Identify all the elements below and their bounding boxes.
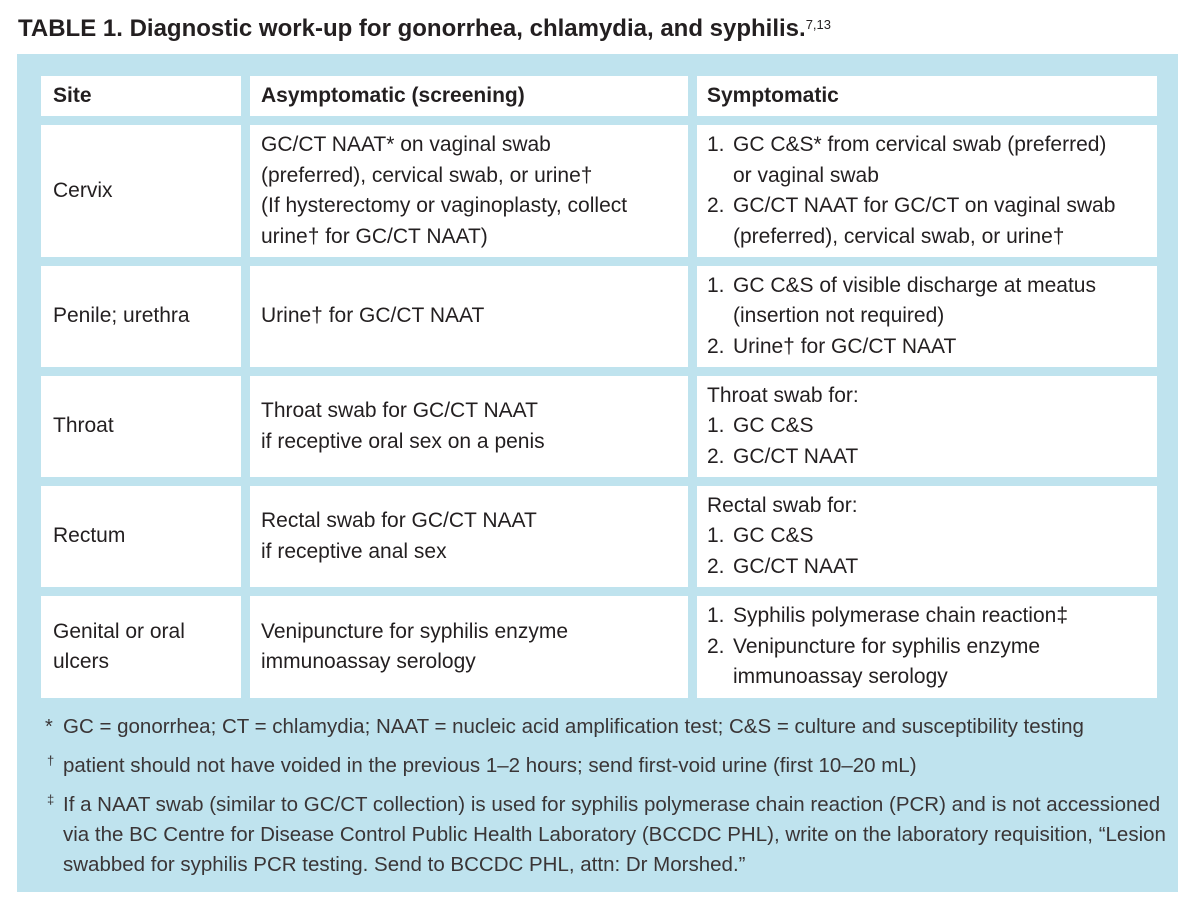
text-line: GC C&S* from cervical swab (preferred) bbox=[733, 133, 1107, 156]
text-line: GC/CT NAAT bbox=[733, 444, 859, 468]
table-row-ulcers-symptomatic bbox=[697, 596, 1157, 698]
step-number: 2. bbox=[707, 554, 725, 578]
text-line: Syphilis polymerase chain reaction‡ bbox=[733, 604, 1069, 628]
list-item bbox=[707, 442, 1157, 473]
list-item bbox=[707, 130, 1157, 191]
steps-list bbox=[707, 411, 1157, 472]
step-number: 2. bbox=[707, 334, 725, 358]
header-site-label: Site bbox=[53, 83, 92, 107]
footnote-mark: * bbox=[45, 716, 53, 738]
site-label: Rectum bbox=[53, 524, 126, 548]
footnote-text: patient should not have voided in the previous 1–2 hours; send first-void urine (first 10–20 mL) bbox=[63, 754, 917, 777]
list-item bbox=[707, 632, 1157, 693]
text-line: Rectal swab for GC/CT NAAT bbox=[261, 509, 537, 532]
text-line: Throat swab for GC/CT NAAT bbox=[261, 399, 538, 422]
table-label: TABLE 1. bbox=[18, 15, 123, 42]
text-line: Urine† for GC/CT NAAT bbox=[733, 334, 957, 358]
step-number: 1. bbox=[707, 273, 725, 297]
text-line: GC C&S of visible discharge at meatus bbox=[733, 273, 1096, 297]
table-row-cervix-symptomatic bbox=[697, 125, 1157, 257]
table-row-rectum-site bbox=[41, 486, 241, 587]
table-row-penile-symptomatic bbox=[697, 266, 1157, 367]
step-number: 1. bbox=[707, 133, 725, 156]
footnote-dagger bbox=[45, 751, 1170, 781]
site-label: Genital or oral ulcers bbox=[53, 619, 185, 673]
table-row-throat-symptomatic bbox=[697, 376, 1157, 477]
table-row-rectum-symptomatic bbox=[697, 486, 1157, 587]
footnote-double-dagger bbox=[45, 790, 1170, 880]
table-row-throat-site bbox=[41, 376, 241, 477]
text-line: Venipuncture for syphilis enzyme bbox=[261, 619, 568, 643]
text-line: or vaginal swab bbox=[733, 163, 879, 187]
table-row-penile-asymptomatic bbox=[250, 266, 688, 367]
text-line: Urine† for GC/CT NAAT bbox=[261, 304, 485, 328]
table-row-cervix-asymptomatic bbox=[250, 125, 688, 257]
text-line: (preferred), cervical swab, or urine† bbox=[733, 224, 1065, 248]
text-line: immunoassay serology bbox=[733, 665, 948, 689]
list-item bbox=[707, 521, 1157, 552]
header-symptomatic-label: Symptomatic bbox=[707, 83, 839, 107]
table-panel bbox=[17, 54, 1178, 892]
step-number: 1. bbox=[707, 524, 725, 548]
text-line: GC C&S bbox=[733, 524, 814, 548]
text-line: if receptive anal sex bbox=[261, 539, 447, 563]
list-item bbox=[707, 191, 1157, 252]
step-number: 2. bbox=[707, 194, 725, 217]
text-line: immunoassay serology bbox=[261, 650, 476, 673]
text-line: (preferred), cervical swab, or urine† bbox=[261, 163, 593, 187]
table-row-penile-site bbox=[41, 266, 241, 367]
table-row-throat-asymptomatic bbox=[250, 376, 688, 477]
table-row-ulcers-site bbox=[41, 596, 241, 698]
step-number: 2. bbox=[707, 444, 725, 468]
table-row-ulcers-asymptomatic bbox=[250, 596, 688, 698]
table-title bbox=[18, 12, 831, 46]
list-item bbox=[707, 411, 1157, 442]
step-number: 1. bbox=[707, 604, 725, 628]
table-row-rectum-asymptomatic bbox=[250, 486, 688, 587]
site-label: Throat bbox=[53, 414, 114, 438]
table-row-cervix-site bbox=[41, 125, 241, 257]
steps-list bbox=[707, 601, 1157, 693]
list-item bbox=[707, 601, 1157, 632]
footnotes bbox=[45, 712, 1170, 889]
step-number: 1. bbox=[707, 414, 725, 438]
text-line: Venipuncture for syphilis enzyme bbox=[733, 634, 1040, 658]
list-item bbox=[707, 552, 1157, 583]
steps-list bbox=[707, 521, 1157, 582]
reference-superscript: 7,13 bbox=[805, 17, 832, 32]
site-label: Penile; urethra bbox=[53, 304, 190, 328]
text-line: GC C&S bbox=[733, 414, 814, 438]
table-caption: Diagnostic work-up for gonorrhea, chlamydia, and syphilis. bbox=[129, 15, 806, 42]
footnote-text: GC = gonorrhea; CT = chlamydia; NAAT = nucleic acid amplification test; C&S = culture and susceptibility testing bbox=[63, 715, 1084, 738]
text-line: GC/CT NAAT bbox=[733, 554, 859, 578]
header-symptomatic bbox=[697, 76, 1157, 116]
text-line: (insertion not required) bbox=[733, 304, 945, 328]
site-label: Cervix bbox=[53, 178, 113, 202]
text-line: GC/CT NAAT* on vaginal swab bbox=[261, 133, 551, 156]
steps-list bbox=[707, 271, 1157, 363]
list-item bbox=[707, 332, 1157, 363]
text-line: urine† for GC/CT NAAT) bbox=[261, 224, 488, 248]
list-intro: Rectal swab for: bbox=[707, 493, 858, 517]
list-item bbox=[707, 271, 1157, 332]
text-line: (If hysterectomy or vaginoplasty, collect bbox=[261, 194, 628, 217]
step-number: 2. bbox=[707, 634, 725, 658]
header-site bbox=[41, 76, 241, 116]
footnote-asterisk bbox=[45, 712, 1170, 742]
footnote-text: If a NAAT swab (similar to GC/CT collection) is used for syphilis polymerase chain reaction (PCR) and is not accessioned via the BC Centre for Disease Control Public Health Laboratory (BCCDC PHL), write on the laboratory requisition, “Lesion swabbed for syphilis PCR testing. Send to BCCDC PHL, attn: Dr Morshed.” bbox=[63, 793, 1166, 876]
steps-list bbox=[707, 130, 1157, 252]
text-line: GC/CT NAAT for GC/CT on vaginal swab bbox=[733, 194, 1116, 217]
footnote-mark: ‡ bbox=[47, 792, 55, 807]
list-intro: Throat swab for: bbox=[707, 383, 859, 407]
header-asymptomatic-label: Asymptomatic (screening) bbox=[261, 83, 525, 107]
header-asymptomatic bbox=[250, 76, 688, 116]
text-line: if receptive oral sex on a penis bbox=[261, 429, 545, 453]
footnote-mark: † bbox=[47, 753, 55, 768]
